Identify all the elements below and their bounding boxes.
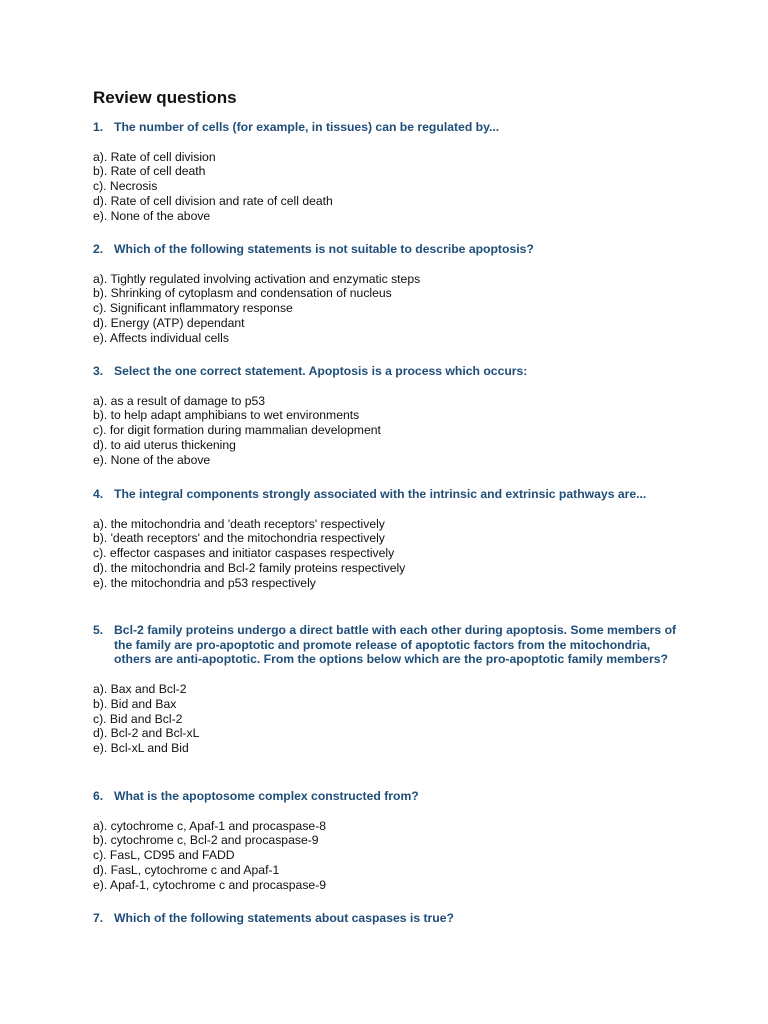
answer-option-a: a). as a result of damage to p53	[93, 393, 266, 408]
answer-option-a: a). Tightly regulated involving activation and enzymatic steps	[93, 271, 421, 286]
answer-option-b: b). 'death receptors' and the mitochondria respectively	[93, 531, 385, 546]
question-number: 5.	[93, 623, 104, 637]
question-number: 2.	[93, 242, 104, 256]
question-2	[93, 242, 683, 345]
question-number: 3.	[93, 364, 104, 378]
answer-option-b: b). to help adapt amphibians to wet environments	[93, 408, 360, 423]
question-heading	[93, 623, 683, 667]
answer-option-e: e). Bcl-xL and Bid	[93, 740, 189, 755]
answer-option-b: b). Rate of cell death	[93, 164, 206, 179]
answer-option-e: e). None of the above	[93, 208, 211, 223]
question-7	[93, 911, 683, 926]
question-number: 4.	[93, 487, 104, 501]
answer-option-a: a). Rate of cell division	[93, 149, 216, 164]
answer-options	[93, 394, 683, 468]
answer-option-e: e). Apaf-1, cytochrome c and procaspase-9	[93, 877, 327, 892]
question-text: Which of the following statements is not suitable to describe apoptosis?	[114, 242, 534, 256]
answer-option-e: e). the mitochondria and p53 respectively	[93, 575, 316, 590]
answer-option-d: d). the mitochondria and Bcl-2 family proteins respectively	[93, 560, 406, 575]
question-heading	[93, 242, 683, 257]
answer-option-a: a). the mitochondria and 'death receptors' respectively	[93, 516, 385, 531]
question-4	[93, 487, 683, 590]
answer-options	[93, 272, 683, 346]
question-text: Which of the following statements about caspases is true?	[114, 911, 454, 925]
question-text: Bcl-2 family proteins undergo a direct battle with each other during apoptosis. Some members of the family are pro-apoptotic and promote release of apoptotic factors from the mitochondria, others are anti-apoptotic. From the options below which are the pro-apoptotic family members?	[114, 623, 677, 667]
question-3	[93, 364, 683, 467]
question-text: What is the apoptosome complex constructed from?	[114, 789, 419, 803]
answer-options	[93, 819, 683, 893]
question-5	[93, 623, 683, 756]
answer-option-c: c). FasL, CD95 and FADD	[93, 848, 235, 863]
answer-options	[93, 150, 683, 224]
question-number: 6.	[93, 789, 104, 803]
question-text: Select the one correct statement. Apoptosis is a process which occurs:	[114, 364, 528, 378]
answer-option-d: d). Bcl-2 and Bcl-xL	[93, 726, 200, 741]
question-text: The integral components strongly associated with the intrinsic and extrinsic pathways are...	[114, 487, 647, 501]
answer-option-a: a). Bax and Bcl-2	[93, 682, 187, 697]
answer-option-d: d). Rate of cell division and rate of cell death	[93, 193, 333, 208]
answer-options	[93, 682, 683, 756]
answer-option-c: c). for digit formation during mammalian development	[93, 423, 381, 438]
answer-option-c: c). Necrosis	[93, 179, 158, 194]
question-heading	[93, 911, 683, 926]
question-1	[93, 120, 683, 223]
answer-option-a: a). cytochrome c, Apaf-1 and procaspase-8	[93, 818, 327, 833]
question-text: The number of cells (for example, in tissues) can be regulated by...	[114, 120, 500, 134]
answer-option-c: c). Bid and Bcl-2	[93, 711, 183, 726]
answer-option-d: d). Energy (ATP) dependant	[93, 315, 245, 330]
answer-option-d: d). FasL, cytochrome c and Apaf-1	[93, 862, 280, 877]
page-title: Review questions	[93, 88, 237, 107]
answer-option-e: e). None of the above	[93, 452, 211, 467]
answer-options	[93, 517, 683, 591]
answer-option-c: c). Significant inflammatory response	[93, 301, 293, 316]
answer-option-b: b). cytochrome c, Bcl-2 and procaspase-9	[93, 833, 319, 848]
question-number: 1.	[93, 120, 104, 134]
question-heading	[93, 364, 683, 379]
answer-option-c: c). effector caspases and initiator caspases respectively	[93, 546, 395, 561]
answer-option-d: d). to aid uterus thickening	[93, 437, 236, 452]
answer-option-b: b). Shrinking of cytoplasm and condensation of nucleus	[93, 286, 392, 301]
question-number: 7.	[93, 911, 104, 925]
answer-option-b: b). Bid and Bax	[93, 696, 177, 711]
question-6	[93, 789, 683, 892]
answer-option-e: e). Affects individual cells	[93, 330, 229, 345]
question-heading	[93, 487, 683, 502]
question-heading	[93, 120, 683, 135]
question-heading	[93, 789, 683, 804]
